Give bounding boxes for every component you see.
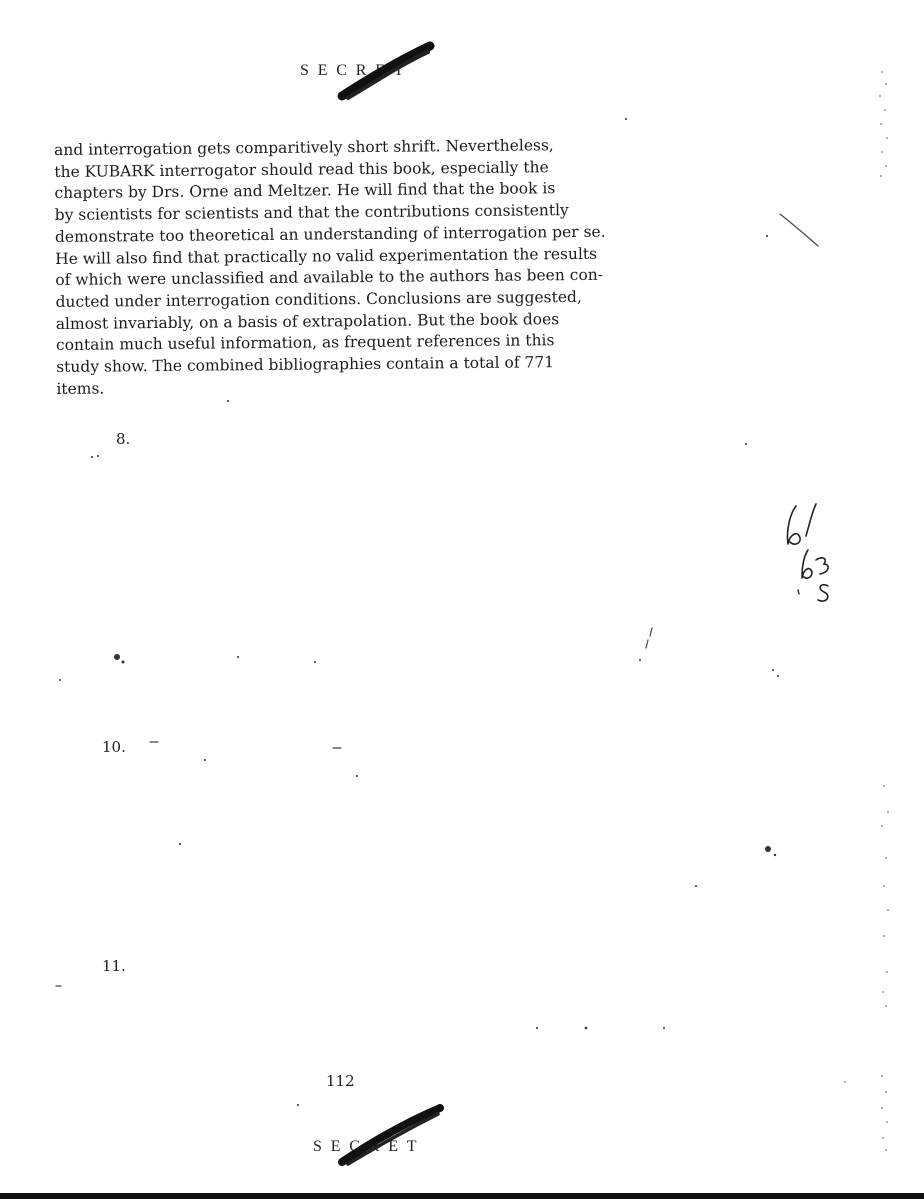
- body-line: contain much useful information, as frequent references in this: [55, 331, 555, 355]
- body-line: items.: [56, 379, 105, 398]
- classification-marking-top: SECRET: [300, 62, 413, 79]
- body-line: demonstrate too theoretical an understanding of interrogation per se.: [54, 222, 606, 246]
- classification-marking-bottom: SECRET: [313, 1138, 426, 1155]
- body-line: He will also find that practically no valid experimentation the results: [55, 244, 598, 268]
- paragraph-number-8: 8.: [116, 430, 131, 448]
- body-paragraph: [54, 133, 746, 400]
- body-line: ducted under interrogation conditions. Conclusions are suggested,: [55, 287, 582, 311]
- body-line: the KUBARK interrogator should read this book, especially the: [54, 157, 549, 181]
- body-line: by scientists for scientists and that the contributions consistently: [54, 201, 569, 225]
- body-line: and interrogation gets comparitively short shrift. Nevertheless,: [54, 136, 554, 159]
- body-line: study show. The combined bibliographies contain a total of 771: [56, 353, 555, 377]
- redaction-stroke-bottom: [322, 1100, 452, 1168]
- body-line: of which were unclassified and available to the authors has been con-: [55, 265, 604, 290]
- body-line: almost invariably, on a basis of extrapolation. But the book does: [55, 309, 560, 333]
- body-line: chapters by Drs. Orne and Meltzer. He will find that the book is: [54, 179, 556, 203]
- page-number: 112: [326, 1072, 355, 1090]
- handwritten-marginal-notation: [768, 500, 848, 610]
- paragraph-number-11: 11.: [102, 957, 126, 975]
- redaction-stroke-top: [330, 40, 440, 104]
- paragraph-number-10: 10.: [102, 738, 126, 756]
